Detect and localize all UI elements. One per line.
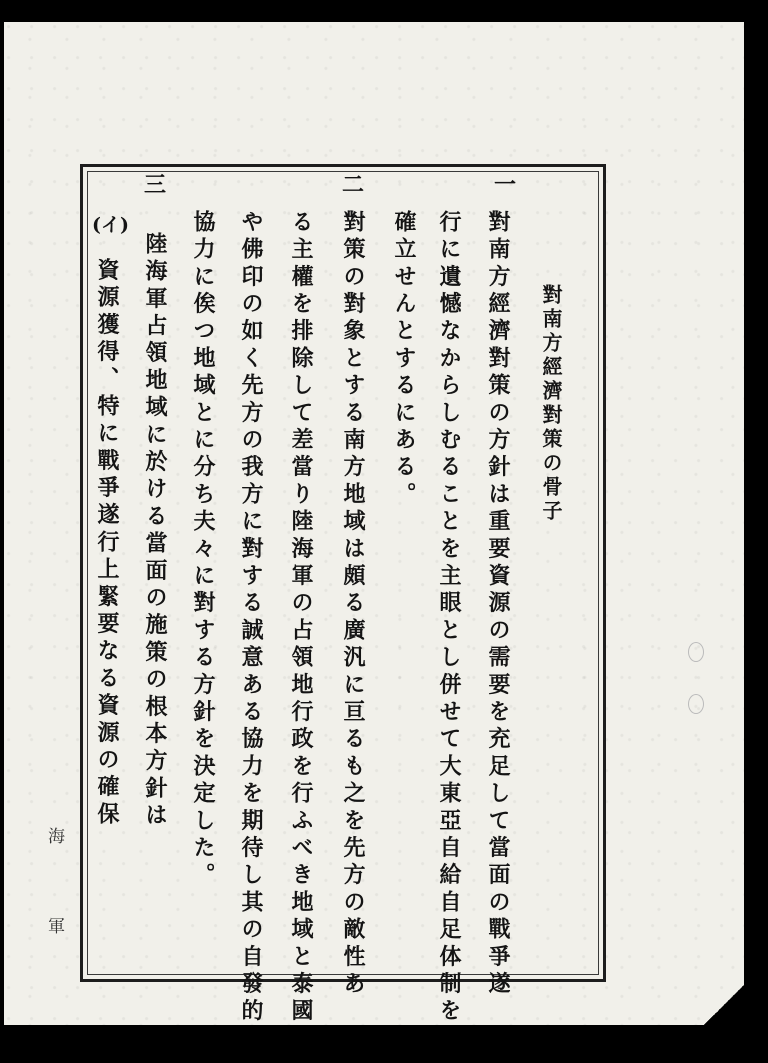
page-corner-fold xyxy=(704,985,744,1025)
item-1-line-3: 確立せんとするにある。 xyxy=(391,210,417,510)
item-1-marker: 一 xyxy=(494,172,517,198)
binding-hole-mark xyxy=(688,694,704,714)
margin-char-top: 海 xyxy=(48,827,65,847)
item-2-marker: 二 xyxy=(342,172,365,198)
binding-hole-mark xyxy=(688,642,704,662)
margin-char-bottom: 軍 xyxy=(48,917,65,937)
item-i-line-1: 資源獲得、特に戰爭遂行上緊要なる資源の確保 xyxy=(94,258,120,830)
item-2-line-4: 協力に俟つ地域とに分ち夫々に對する方針を決定した。 xyxy=(190,210,216,890)
document-title: 對南方經濟對策の骨子 xyxy=(539,284,563,524)
item-2-line-3: や佛印の如く先方の我方に對する誠意ある協力を期待し其の自發的 xyxy=(238,210,264,1026)
item-2-line-2: る主權を排除して差當り陸海軍の占領地行政を行ふべき地域と泰國 xyxy=(288,210,314,1026)
item-1-line-1: 對南方經濟對策の方針は重要資源の需要を充足して當面の戰爭遂 xyxy=(485,210,511,999)
document-page xyxy=(4,22,744,1025)
item-3-marker: 三 xyxy=(144,172,167,198)
item-2-line-1: 對策の對象とする南方地域は頗る廣汎に亘るも之を先方の敵性あ xyxy=(340,210,366,999)
item-i-marker: (イ) xyxy=(92,214,129,236)
item-1-line-2: 行に遺憾なからしむることを主眼とし併せて大東亞自給自足体制を xyxy=(436,210,462,1026)
item-3-line-1: 陸海軍占領地域に於ける當面の施策の根本方針は xyxy=(142,232,168,831)
